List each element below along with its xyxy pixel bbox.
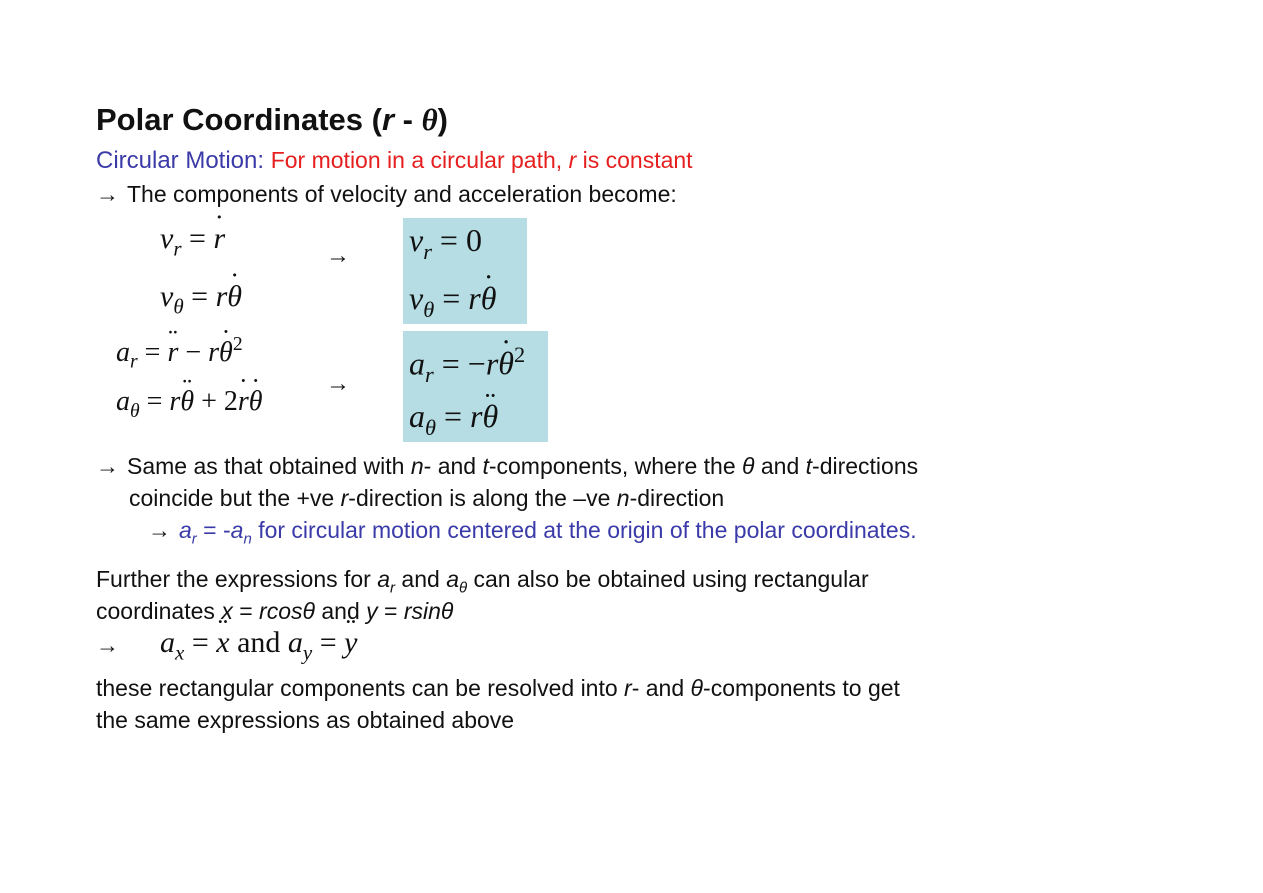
cut-off-line: the same expressions as obtained above xyxy=(96,707,515,733)
eq-vr-general: $v_r = r$ ˙ xyxy=(160,222,225,261)
eq-ar-general: $a_r = r$ ¨ − rθ ˙$^2$ xyxy=(116,334,243,374)
same-as-line: → Same as that obtained with n- and t-components, where the θ and t-directions xyxy=(96,453,919,479)
title-sep: - xyxy=(394,102,422,137)
components-text: The components of velocity and acceleration become: xyxy=(127,181,677,207)
eq-atheta-general: $a_\theta = r\theta$ ¨ + 2r ˙θ ˙ xyxy=(116,386,263,423)
eq-ar-circular: $a_r = -r\theta$ ˙$^2$ xyxy=(409,342,525,388)
eq-vtheta-general: $v_\theta = r\theta$ ˙ xyxy=(160,280,242,319)
circular-text: For motion in a circular path, xyxy=(270,147,569,173)
resolve-line: these rectangular components can be resolved into r- and θ-components to get xyxy=(96,675,900,701)
arrow-icon-velocity: → xyxy=(326,242,350,269)
coincide-line: coincide but the +ve r-direction is along the –ve n-direction xyxy=(129,485,725,511)
title-suffix: ) xyxy=(437,102,448,137)
circular-motion-line xyxy=(96,146,693,175)
circular-text-b: is constant xyxy=(576,147,693,173)
title-r: r xyxy=(381,102,395,137)
eq-rectangular: $a_x = x$ ¨ and $a_y = y$ ¨ xyxy=(160,626,357,665)
title-text: Polar Coordinates ( xyxy=(96,102,382,137)
coordinates-line: coordinates x = rcosθ and y = rsinθ xyxy=(96,598,454,624)
arrow-icon-rect: → xyxy=(96,632,119,658)
arrow-icon-acceleration: → xyxy=(326,370,350,397)
ar-an-line: → $a_r = -a_n$ for circular motion centered at the origin of the polar coordinates. xyxy=(148,517,917,548)
further-line: Further the expressions for $a_r$ and $a_\theta$ can also be obtained using rectangular xyxy=(96,566,869,597)
eq-atheta-circular: $a_\theta = r\theta$ ¨ xyxy=(409,398,498,441)
circular-motion-label: Circular Motion: xyxy=(96,147,271,174)
components-line xyxy=(96,180,677,208)
eq-vtheta-circular: $v_\theta = r\theta$ ˙ xyxy=(409,280,496,323)
arrow-icon: → xyxy=(96,181,119,207)
arrow-icon: → xyxy=(148,517,171,543)
circular-r: r xyxy=(568,147,577,173)
title-theta: θ xyxy=(421,102,438,137)
arrow-icon: → xyxy=(96,453,119,479)
page-title xyxy=(96,102,448,138)
eq-vr-circular: $v_r = 0$ xyxy=(409,222,482,264)
